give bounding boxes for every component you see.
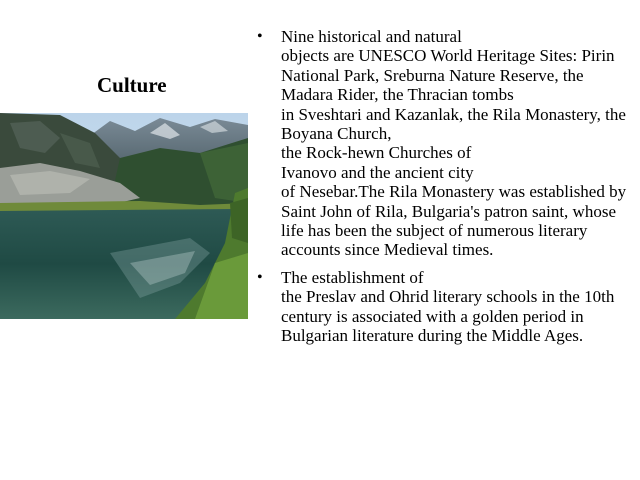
bullet-list (256, 27, 636, 354)
bullet-text-line: in Sveshtari and Kazanlak, the Rila Monastery, the Boyana Church, (281, 104, 626, 144)
bullet-text-line: Nine historical and natural (281, 27, 462, 46)
bullet-item-literary-schools (256, 268, 636, 346)
bullet-item-unesco (256, 27, 636, 260)
mountain-lake-photo (0, 113, 248, 319)
bullet-text-line: Ivanovo and the ancient city (281, 162, 474, 182)
bullet-dot: • (257, 268, 263, 286)
bullet-text-line: the Preslav and Ohrid literary schools in the 10th century is associated with a golden period in Bulgarian literature during the Middle Ages. (281, 287, 615, 346)
bullet-text-line: of Nesebar.The Rila Monastery was established by Saint John of Rila, Bulgaria's patron saint, whose life has been the subject of numerous literary accounts since Medieval times. (281, 182, 627, 260)
bullet-text-line: objects are UNESCO World Heritage Sites: Pirin National Park, Sreburna Nature Reserve, the Madara Rider, the Thracian tombs (281, 46, 615, 105)
bullet-text-line: the Rock-hewn Churches of (281, 143, 472, 163)
mountain-lake-illustration (0, 113, 248, 319)
bullet-text-line: The establishment of (281, 267, 424, 287)
slide-title: Culture (97, 73, 167, 97)
bullet-dot: • (257, 28, 263, 45)
